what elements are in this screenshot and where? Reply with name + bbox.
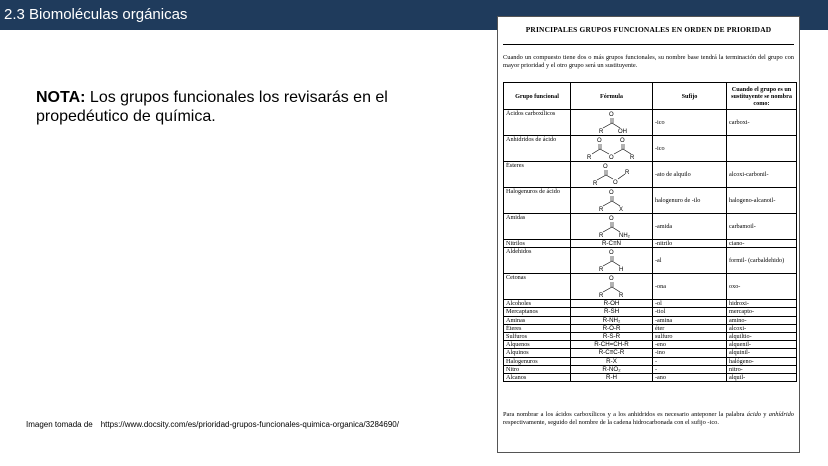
cell-grupo: Alquinos [504, 349, 571, 357]
cell-formula [571, 110, 653, 136]
cell-grupo: Alcanos [504, 373, 571, 381]
struct-label: R [598, 267, 603, 273]
cell-grupo: Ácidos carboxílicos [504, 110, 571, 136]
amide-structure [589, 214, 635, 238]
struct-label: O [608, 250, 614, 257]
table-row [504, 110, 797, 136]
cell-sustituyente: carboxi- [727, 110, 797, 136]
nota-body: Los grupos funcionales los revisarás en el propedéutico de química. [36, 89, 388, 125]
cell-sustituyente: nitro- [727, 365, 797, 373]
cell-sufijo: -amida [653, 214, 727, 240]
cell-grupo: Éteres [504, 324, 571, 332]
cell-sufijo: -eno [653, 341, 727, 349]
cell-grupo: Nitro [504, 365, 571, 373]
cell-sustituyente: hidroxi- [727, 300, 797, 308]
nota-label: NOTA: [36, 89, 86, 106]
document-title: PRINCIPALES GRUPOS FUNCIONALES EN ORDEN DE PRIORIDAD [525, 25, 772, 34]
cell-formula: R-H [571, 373, 653, 381]
cell-sustituyente: alquiltio- [727, 332, 797, 340]
ester-structure [587, 162, 637, 187]
note-italic: ácido [746, 411, 761, 418]
cell-grupo: Halogenuros de ácido [504, 188, 571, 214]
table-row [504, 240, 797, 248]
struct-label: O [608, 276, 614, 283]
cell-sufijo: -ol [653, 300, 727, 308]
struct-label: O [608, 112, 614, 118]
cell-formula: R-C≡N [571, 240, 653, 248]
note-text: y [761, 411, 769, 418]
cell-sustituyente: alcoxi-carbonil- [727, 162, 797, 188]
cell-sufijo: -ino [653, 349, 727, 357]
cell-formula [571, 248, 653, 274]
credit-url: https://www.docsity.com/es/prioridad-grupos-funcionales-quimica-organica/3284690/ [100, 420, 399, 429]
cell-sustituyente: halógeno- [727, 357, 797, 365]
credit-label: Imagen tomada de [26, 420, 93, 429]
cell-sufijo: -ona [653, 274, 727, 300]
anhydride-structure [584, 136, 640, 160]
cell-sustituyente: mercapto- [727, 308, 797, 316]
cell-formula: R-NH₂ [571, 316, 653, 324]
struct-label: H [618, 267, 623, 273]
struct-label: R [598, 233, 603, 238]
cell-sufijo: -ico [653, 136, 727, 162]
cell-formula: R-C≡C-R [571, 349, 653, 357]
cell-formula [571, 136, 653, 162]
table-row [504, 300, 797, 308]
struct-label: NH₂ [618, 233, 630, 238]
cell-sustituyente: carbamoil- [727, 214, 797, 240]
table-row [504, 357, 797, 365]
table-row [504, 274, 797, 300]
cell-sufijo: -ano [653, 373, 727, 381]
header-sufijo: Sufijo [653, 83, 727, 110]
cell-sustituyente: amino- [727, 316, 797, 324]
cell-sufijo: - [653, 357, 727, 365]
cell-grupo: Nitrilos [504, 240, 571, 248]
cell-formula: R-S-R [571, 332, 653, 340]
header-sustituyente: Cuando el grupo es un sustituyente se nombra como: [727, 83, 797, 110]
cell-formula: R-OH [571, 300, 653, 308]
document-intro: Cuando un compuesto tiene dos o más grupos funcionales, su nombre base tendrá la terminación del grupo con mayor prioridad y el otro grupo será un sustituyente. [503, 54, 794, 69]
header-formula: Fórmula [571, 83, 653, 110]
cell-sustituyente: halogeno-alcanoil- [727, 188, 797, 214]
struct-label: R [598, 129, 603, 134]
cell-formula: R-SH [571, 308, 653, 316]
cell-sustituyente: alquenil- [727, 341, 797, 349]
cell-sustituyente: alcoxi- [727, 324, 797, 332]
cell-sufijo: -tiol [653, 308, 727, 316]
cell-sufijo: sulfuro [653, 332, 727, 340]
cell-grupo: Alquenos [504, 341, 571, 349]
table-row [504, 324, 797, 332]
cell-formula [571, 188, 653, 214]
cell-formula: R-X [571, 357, 653, 365]
cell-grupo: Sulfuros [504, 332, 571, 340]
struct-label: X [618, 207, 623, 212]
struct-label: O [608, 216, 614, 222]
cell-grupo: Ésteres [504, 162, 571, 188]
functional-groups-document [497, 16, 800, 453]
cell-sufijo: -nitrilo [653, 240, 727, 248]
struct-label: R [592, 181, 597, 187]
cell-formula: R-NO₂ [571, 365, 653, 373]
cell-grupo: Aminas [504, 316, 571, 324]
cell-sustituyente: oxo- [727, 274, 797, 300]
struct-label: R [598, 293, 603, 299]
struct-label: R [629, 155, 634, 160]
table-row [504, 365, 797, 373]
cell-sustituyente: formil- (carbaldehido) [727, 248, 797, 274]
cell-grupo: Halogenuros [504, 357, 571, 365]
cell-formula [571, 214, 653, 240]
cell-formula: R-CH=CH-R [571, 341, 653, 349]
document-footnote [503, 411, 794, 427]
cell-sustituyente [727, 136, 797, 162]
table-row [504, 308, 797, 316]
cell-grupo: Amidas [504, 214, 571, 240]
cell-grupo: Mercaptanos [504, 308, 571, 316]
ketone-structure [589, 274, 635, 298]
cell-grupo: Anhidridos de ácido [504, 136, 571, 162]
cell-sufijo: éter [653, 324, 727, 332]
note-text: respectivamente, seguido del nombre de la cadena hidrocarbonada con el sufijo -ico. [503, 419, 719, 427]
table-row [504, 188, 797, 214]
table-row [504, 341, 797, 349]
acyl-halide-structure [589, 188, 635, 212]
table-header-row [504, 83, 797, 110]
table-row [504, 162, 797, 188]
table-row [504, 316, 797, 324]
table-row [504, 136, 797, 162]
table-row [504, 214, 797, 240]
cell-sufijo: -al [653, 248, 727, 274]
table-row [504, 373, 797, 381]
struct-label: R [586, 155, 591, 160]
cell-sufijo: - [653, 365, 727, 373]
nota-text [36, 88, 426, 126]
cell-sustituyente: alquil- [727, 373, 797, 381]
carboxylic-acid-structure [589, 110, 635, 134]
struct-label: O [608, 155, 614, 160]
aldehyde-structure [589, 248, 635, 272]
cell-formula [571, 162, 653, 188]
functional-groups-table [503, 82, 797, 382]
note-italic: anhídrido [768, 411, 795, 418]
struct-label: O [602, 164, 608, 170]
cell-formula [571, 274, 653, 300]
title-rule [503, 44, 794, 45]
cell-sustituyente: alquinil- [727, 349, 797, 357]
note-text: Para nombrar a los ácidos carboxílicos y a los anhidridos es necesario anteponer la palabra [503, 411, 747, 418]
struct-label: R [618, 293, 623, 299]
struct-label: O [596, 138, 602, 144]
cell-sufijo: halogenuro de -ilo [653, 188, 727, 214]
cell-sufijo: -amina [653, 316, 727, 324]
struct-label: O [619, 138, 625, 144]
cell-sustituyente: ciano- [727, 240, 797, 248]
table-row [504, 332, 797, 340]
cell-grupo: Cetonas [504, 274, 571, 300]
header-grupo: Grupo funcional [504, 83, 571, 110]
struct-label: R [624, 170, 629, 176]
cell-grupo: Aldehidos [504, 248, 571, 274]
table-row [504, 248, 797, 274]
struct-label: R [598, 207, 603, 212]
cell-formula: R-O-R [571, 324, 653, 332]
struct-label: OH [617, 129, 627, 134]
table-row [504, 349, 797, 357]
cell-sufijo: -ato de alquilo [653, 162, 727, 188]
slide-title: 2.3 Biomoléculas orgánicas [0, 0, 828, 30]
struct-label: O [612, 180, 618, 186]
cell-grupo: Alcoholes [504, 300, 571, 308]
image-credit [26, 420, 399, 429]
cell-sufijo: -ico [653, 110, 727, 136]
struct-label: O [608, 190, 614, 196]
